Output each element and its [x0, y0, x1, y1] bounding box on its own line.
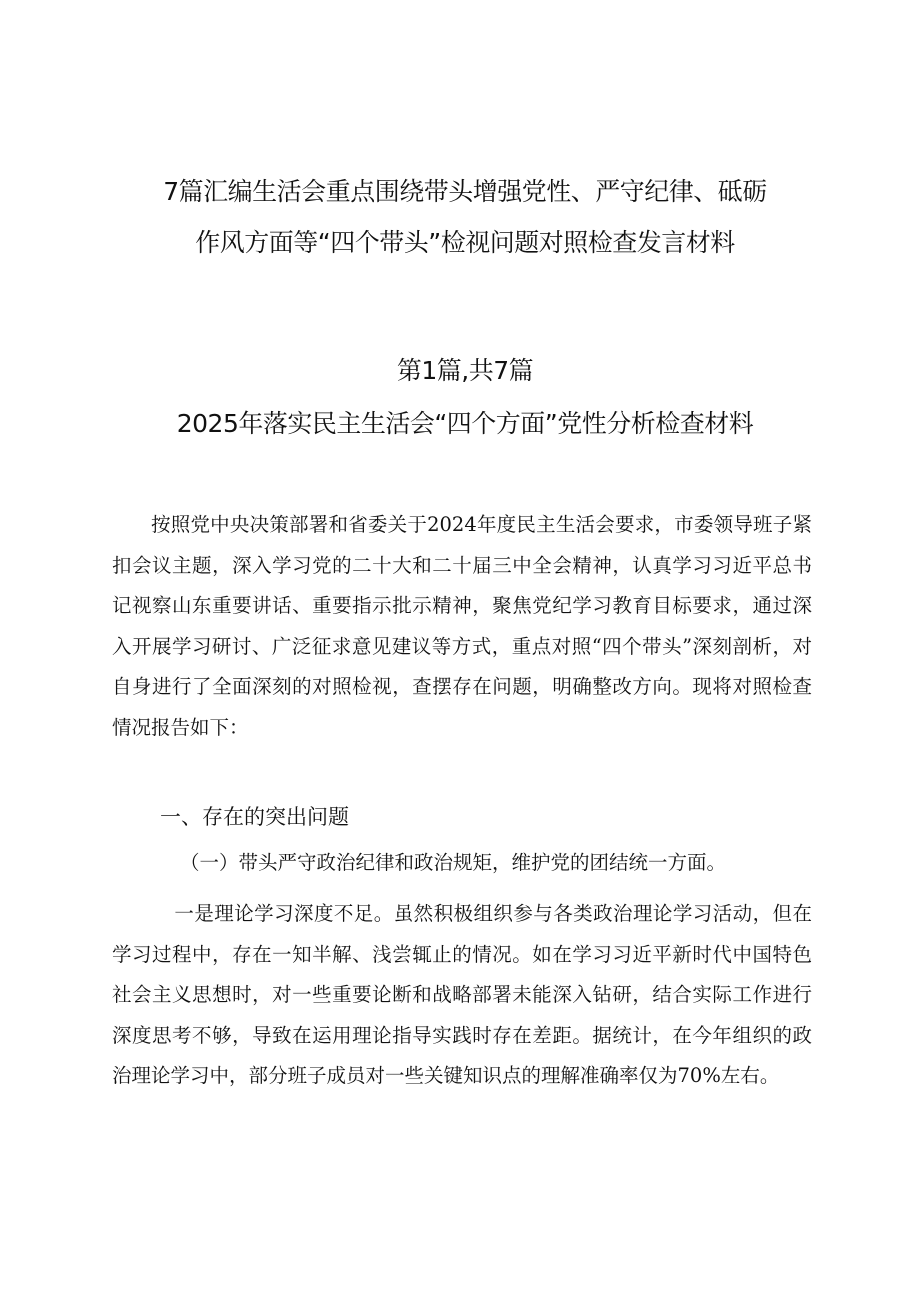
point-one-paragraph: 一是理论学习深度不足。虽然积极组织参与各类政治理论学习活动，但在学习过程中，存在一知半解、浅尝辄止的情况。如在学习习近平新时代中国特色社会主义思想时，对一些重要论断和战略部署未能深入钻研，结合实际工作进行深度思考不够，导致在运用理论指导实践时存在差距。据统计，在今年组织的政治理论学习中，部分班子成员对一些关键知识点的理解准确率仅为70%左右。: [112, 902, 812, 1088]
part-label: 第1篇,共7篇: [396, 356, 534, 385]
document-title: 7篇汇编生活会重点围绕带头增强党性、严守纪律、砥砺作风方面等“四个带头”检视问题对照检查发言材料: [163, 177, 767, 257]
intro-paragraph: 按照党中央决策部署和省委关于2024年度民主生活会要求，市委领导班子紧扣会议主题，深入学习党的二十大和二十届三中全会精神，认真学习习近平总书记视察山东重要讲话、重要指示批示精神，聚焦党纪学习教育目标要求，通过深入开展学习研讨、广泛征求意见建议等方式，重点对照“四个带头”深刻剖析，对自身进行了全面深刻的对照检视，查摆存在问题，明确整改方向。现将对照检查情况报告如下：: [112, 513, 812, 739]
subsection-one-heading: （一）带头严守政治纪律和政治规矩，维护党的团结统一方面。: [180, 851, 727, 874]
article-title: 2025年落实民主生活会“四个方面”党性分析检查材料: [176, 409, 754, 438]
section-one-heading: 一、存在的突出问题: [160, 805, 349, 829]
